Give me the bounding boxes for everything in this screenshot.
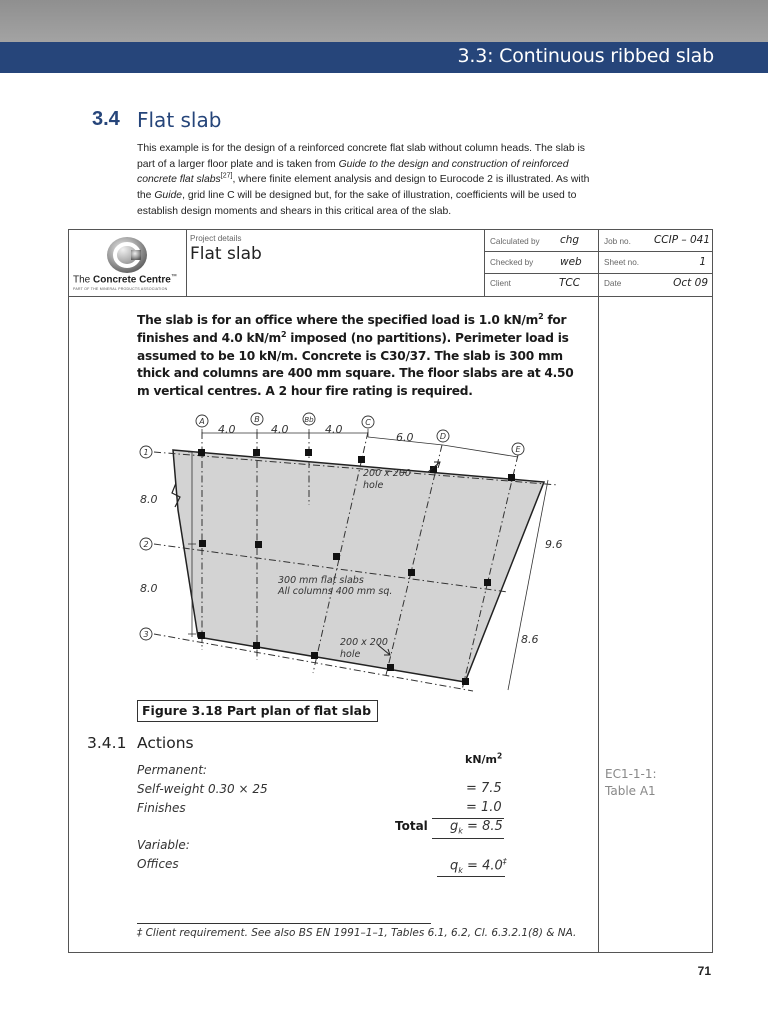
date-label: Date xyxy=(604,279,622,288)
footnote: ‡ Client requirement. See also BS EN 1991–1–1, Tables 6.1, 6.2, Cl. 6.3.2.1(8) & NA. xyxy=(137,927,577,939)
dim-right-1: 9.6 xyxy=(545,538,563,551)
job-no-value: CCIP – 041 xyxy=(653,234,710,246)
sheet-header-divider xyxy=(68,296,713,297)
variable-label: Variable: xyxy=(137,838,190,852)
margin-ref-table: Table A1 xyxy=(605,784,656,798)
slab-note-2: All columns 400 mm sq. xyxy=(278,586,393,597)
selfweight-value: = 7.5 xyxy=(466,781,502,796)
client-label: Client xyxy=(490,279,511,288)
logo-brand-name: The Concrete Centre™ xyxy=(73,274,177,286)
sheet-row-divider-2 xyxy=(484,273,713,274)
sheet-row-divider-1 xyxy=(484,251,713,252)
slab-note-1: 300 mm flat slabs xyxy=(278,575,364,586)
dim-bbb: 4.0 xyxy=(271,423,289,436)
column xyxy=(255,541,262,548)
column xyxy=(199,540,206,547)
client-value: TCC xyxy=(559,277,581,289)
flat-slab-plan-figure xyxy=(128,405,568,700)
margin-ref-code: EC1-1-1: xyxy=(605,767,657,781)
figure-caption: Figure 3.18 Part plan of flat slab xyxy=(137,700,378,722)
intro-ref-title: Guide to the design and construction of reinforced concrete flat slabs xyxy=(137,158,569,186)
hole-1-word: hole xyxy=(363,480,384,491)
column xyxy=(462,678,469,685)
total-label: Total xyxy=(395,819,428,833)
grid-label-Bb: Bb xyxy=(304,416,314,424)
top-grey-band xyxy=(0,0,768,42)
grid-label-2: 2 xyxy=(143,540,149,549)
column xyxy=(198,632,205,639)
grid-label-A: A xyxy=(199,417,205,426)
grid-label-B: B xyxy=(254,415,260,424)
unit-header: $kN/m^2$ xyxy=(465,751,503,766)
checked-by-label: Checked by xyxy=(490,258,534,267)
intro-ref-number: [27] xyxy=(220,172,233,180)
date-value: Oct 09 xyxy=(673,277,708,289)
column xyxy=(358,456,365,463)
gk-value: $g_k = 8.5$ xyxy=(450,819,503,836)
hole-2-size: 200 x 200 xyxy=(340,637,388,648)
intro-text-2: , where finite element analysis and design to Eurocode 2 is illustrated. As with the xyxy=(137,174,590,202)
job-no-label: Job no. xyxy=(604,237,631,246)
selfweight-label: Self-weight 0.30 × 25 xyxy=(137,782,268,796)
dim-23: 8.0 xyxy=(140,582,158,595)
dim-right-2: 8.6 xyxy=(521,633,539,646)
column xyxy=(408,569,415,576)
section-number: 3.4 xyxy=(92,108,120,130)
project-details-label: Project details xyxy=(190,234,242,243)
project-title: Flat slab xyxy=(190,244,262,264)
grid-label-D: D xyxy=(439,432,447,441)
grid-label-1: 1 xyxy=(143,448,149,457)
column xyxy=(253,449,260,456)
column xyxy=(305,449,312,456)
sheet-logo-divider xyxy=(186,229,187,297)
column xyxy=(508,474,515,481)
column xyxy=(333,553,340,560)
dim-line-de xyxy=(443,445,518,457)
column xyxy=(484,579,491,586)
footnote-rule xyxy=(137,923,431,924)
running-title: 3.3: Continuous ribbed slab xyxy=(457,45,714,67)
calculated-by-label: Calculated by xyxy=(490,237,540,246)
grid-label-C: C xyxy=(365,418,371,427)
design-brief-paragraph: The slab is for an office where the specified load is 1.0 $kN/m^2$ for finishes and 4.0 $kN/m^2$ imposed (no partitions). Perimeter load is assumed to be 10 kN/m. Concrete is C30/37. The slab is 300 mm thick and columns are 400 mm square. The floor slabs are at 4.50 m vertical centres. A 2 hour fire rating is required. xyxy=(137,311,574,399)
intro-paragraph xyxy=(137,141,599,220)
dim-cd: 6.0 xyxy=(396,431,414,444)
calculated-by-value: chg xyxy=(560,234,580,246)
hole-2-word: hole xyxy=(340,649,361,660)
page-number: 71 xyxy=(697,964,711,978)
column xyxy=(253,642,260,649)
sheet-no-value: 1 xyxy=(699,256,706,268)
gk-underline xyxy=(432,838,504,839)
finishes-label: Finishes xyxy=(137,801,186,815)
intro-text-3: , grid line C will be designed but, for the sake of illustration, coefficients will be used to establish design moments and shears in this critical area of the slab. xyxy=(137,190,577,217)
dim-bbc: 4.0 xyxy=(325,423,343,436)
column xyxy=(198,449,205,456)
subsection-number: 3.4.1 xyxy=(87,734,127,752)
sheet-no-label: Sheet no. xyxy=(604,258,640,267)
section-title: Flat slab xyxy=(137,108,222,132)
checked-by-value: web xyxy=(560,256,582,268)
grid-label-E: E xyxy=(515,445,521,454)
hole-1-size: 200 x 200 xyxy=(363,468,411,479)
concrete-centre-logo xyxy=(100,236,154,274)
qk-value: $q_k = 4.0^\ddagger$ xyxy=(450,857,507,875)
dim-12: 8.0 xyxy=(140,493,158,506)
intro-guide: Guide xyxy=(154,190,183,202)
offices-label: Offices xyxy=(137,857,179,871)
subsection-title: Actions xyxy=(137,734,194,752)
grid-label-3: 3 xyxy=(143,630,149,639)
intro-text-1: This example is for the design of a reinforced concrete flat slab without column heads. The slab is part of a larger floor plate and is taken from xyxy=(137,143,585,170)
logo-subtitle: PART OF THE MINERAL PRODUCTS ASSOCIATION xyxy=(73,287,168,291)
sheet-details-divider xyxy=(484,229,485,297)
permanent-label: Permanent: xyxy=(137,763,207,777)
column xyxy=(311,652,318,659)
qk-underline xyxy=(437,876,505,877)
column xyxy=(387,664,394,671)
sheet-margin-divider xyxy=(598,229,599,953)
dim-ab: 4.0 xyxy=(218,423,236,436)
finishes-value: = 1.0 xyxy=(466,800,502,815)
